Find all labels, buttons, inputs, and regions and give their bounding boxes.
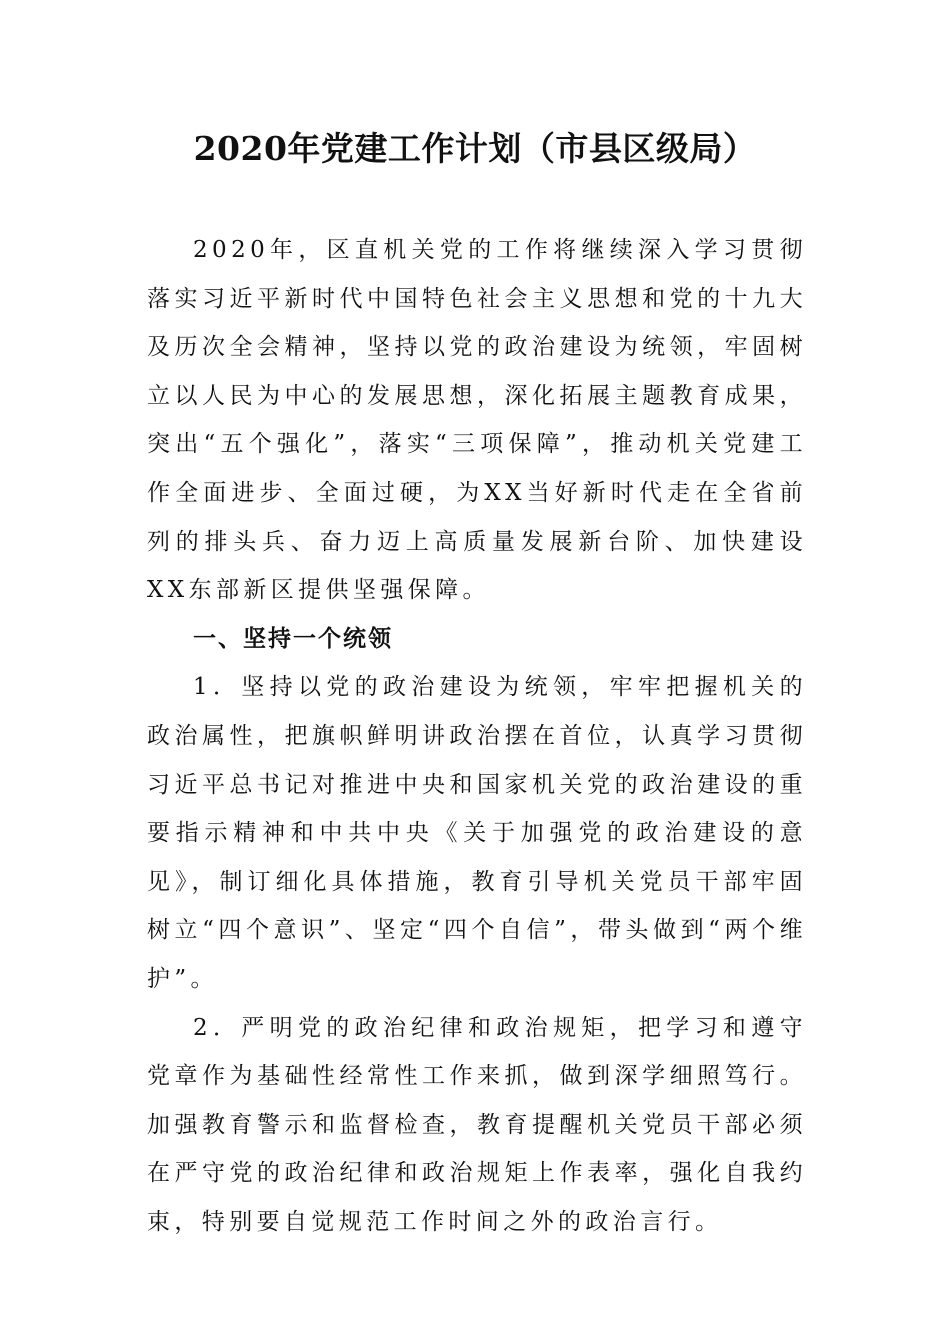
section-heading: 一、坚持一个统领	[193, 625, 393, 652]
item-paragraph-1: 1．坚持以党的政治建设为统领，牢牢把握机关的政治属性，把旗帜鲜明讲政治摆在首位，认真学习贯彻习近平总书记对推进中央和国家机关党的政治建设的重要指示精神和中共中央《关于加强党的政治建设的意见》，制订细化具体措施，教育引导机关党员干部牢固树立“四个意识”、坚定“四个自信”，带头做到“两个维护”。	[147, 674, 807, 992]
document-title: 2020年党建工作计划（市县区级局）	[193, 129, 757, 168]
intro-paragraph: 2020年，区直机关党的工作将继续深入学习贯彻落实习近平新时代中国特色社会主义思想和党的十九大及历次全会精神，坚持以党的政治建设为统领，牢固树立以人民为中心的发展思想，深化拓展主题教育成果，突出“五个强化”，落实“三项保障”，推动机关党建工作全面进步、全面过硬，为XX当好新时代走在全省前列的排头兵、奋力迈上高质量发展新台阶、加快建设XX东部新区提供坚强保障。	[147, 237, 807, 604]
item-paragraph-2: 2．严明党的政治纪律和政治规矩，把学习和遵守党章作为基础性经常性工作来抓，做到深学细照笃行。加强教育警示和监督检查，教育提醒机关党员干部必须在严守党的政治纪律和政治规矩上作表率，强化自我约束，特别要自觉规范工作时间之外的政治言行。	[147, 1014, 807, 1235]
document-body	[147, 226, 807, 1246]
